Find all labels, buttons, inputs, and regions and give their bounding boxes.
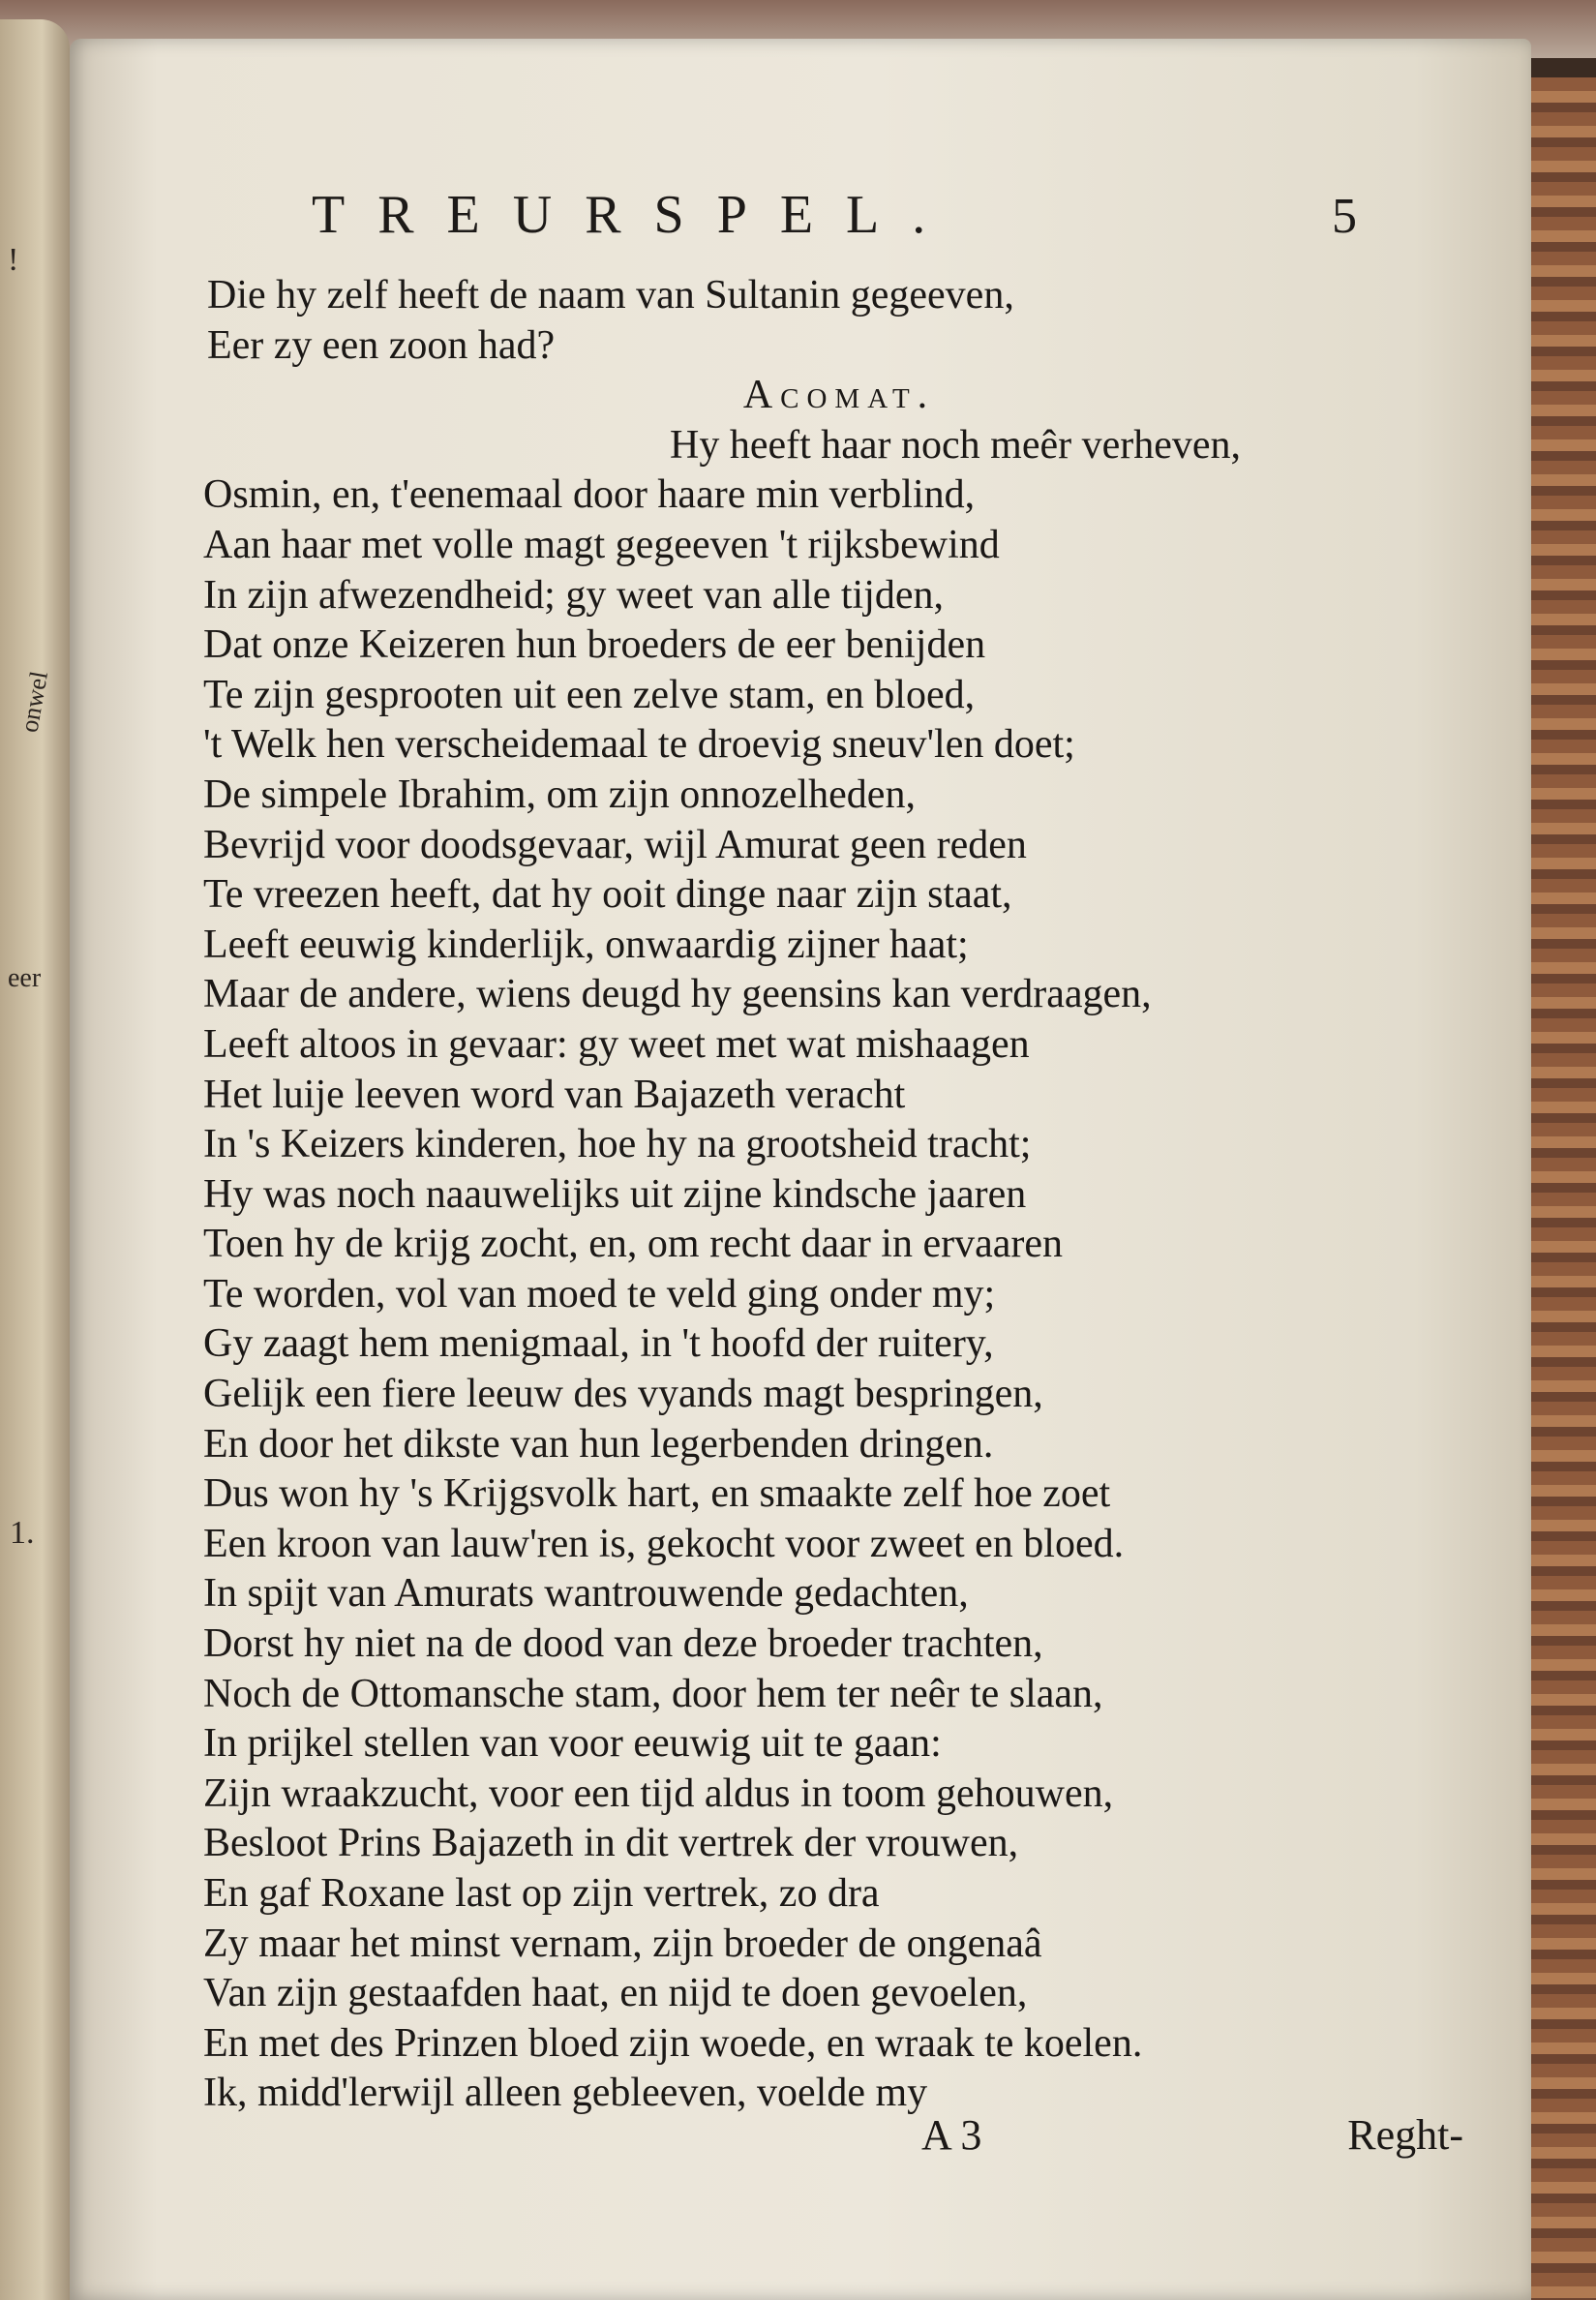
verse-line: Hy heeft haar noch meêr verheven, (670, 422, 1242, 468)
verse-line: De simpele Ibrahim, om zijn onnozelheden, (203, 772, 916, 817)
verse-line: In zijn afwezendheid; gy weet van alle tijden, (203, 572, 945, 618)
verse-line: Van zijn gestaafden haat, en nijd te doen gevoelen, (203, 1971, 1028, 2016)
verse-line: In 's Keizers kinderen, hoe hy na grootsheid tracht; (203, 1122, 1032, 1167)
verse-line: 't Welk hen verscheidemaal te droevig sneuv'len doet; (203, 722, 1075, 768)
verse-line: Het luije leeven word van Bajazeth veracht (203, 1072, 906, 1117)
signature-mark: A 3 (921, 2111, 982, 2159)
verse-line: Ik, midd'lerwijl alleen gebleeven, voelde my (203, 2071, 928, 2116)
verse-line: Leeft eeuwig kinderlijk, onwaardig zijner haat; (203, 922, 969, 967)
verse-line: Dus won hy 's Krijgsvolk hart, en smaakte zelf hoe zoet (203, 1471, 1111, 1517)
page-number: 5 (1332, 189, 1357, 244)
verse-line: Besloot Prins Bajazeth in dit vertrek der vrouwen, (203, 1821, 1019, 1866)
verse-line: Te zijn gesprooten uit een zelve stam, en bloed, (203, 672, 976, 717)
verse-line: Gy zaagt hem menigmaal, in 't hoofd der ruitery, (203, 1321, 994, 1367)
verse-line: Eer zy een zoon had? (207, 322, 556, 368)
facing-page-fragment: ! (8, 242, 19, 278)
verse-line: Dat onze Keizeren hun broeders de eer benijden (203, 622, 986, 668)
facing-page-fragment: eer (8, 963, 42, 993)
page-footer (921, 2110, 1463, 2160)
verse-line: Gelijk een fiere leeuw des vyands magt bespringen, (203, 1372, 1043, 1417)
facing-page-edge (0, 19, 70, 2300)
verse-line: Hy was noch naauwelijks uit zijne kindsche jaaren (203, 1171, 1027, 1217)
verse-line: Bevrijd voor doodsgevaar, wijl Amurat geen reden (203, 822, 1027, 867)
verse-text (137, 271, 1425, 2119)
facing-page-fragment: 1. (10, 1515, 35, 1551)
verse-line: In spijt van Amurats wantrouwende gedachten, (203, 1571, 969, 1617)
verse-line: En gaf Roxane last op zijn vertrek, zo dra (203, 1871, 880, 1916)
verse-line: Die hy zelf heeft de naam van Sultanin gegeeven, (207, 273, 1014, 318)
verse-line: Noch de Ottomansche stam, door hem ter neêr te slaan, (203, 1671, 1103, 1716)
verse-line: Dorst hy niet na de dood van deze broeder trachten, (203, 1621, 1043, 1667)
running-head (312, 184, 1357, 246)
verse-line: En met des Prinzen bloed zijn woede, en wraak te koelen. (203, 2020, 1143, 2066)
verse-line: In prijkel stellen van voor eeuwig uit te gaan: (203, 1721, 942, 1767)
book-page (70, 39, 1531, 2300)
verse-line: Toen hy de krijg zocht, en, om recht daar in ervaaren (203, 1222, 1064, 1267)
verse-line: Osmin, en, t'eenemaal door haare min verblind, (203, 472, 976, 518)
verse-line: Zy maar het minst vernam, zijn broeder de ongenaâ (203, 1921, 1042, 1966)
verse-line: Zijn wraakzucht, voor een tijd aldus in toom gehouwen, (203, 1770, 1114, 1816)
verse-line: Maar de andere, wiens deugd hy geensins kan verdraagen, (203, 972, 1152, 1017)
speaker-name: Acomat. (742, 373, 936, 418)
verse-line: Leeft altoos in gevaar: gy weet met wat mishaagen (203, 1021, 1030, 1067)
verse-line: Aan haar met volle magt gegeeven 't rijksbewind (203, 522, 1000, 567)
verse-line: Te worden, vol van moed te veld ging onder my; (203, 1271, 996, 1316)
catchword: Reght- (1347, 2111, 1463, 2159)
verse-line: En door het dikste van hun legerbenden dringen. (203, 1421, 994, 1467)
facing-page-fragment: onwel (15, 669, 54, 735)
running-title: TREURSPEL. (312, 185, 959, 245)
verse-line: Te vreezen heeft, dat hy ooit dinge naar zijn staat, (203, 872, 1012, 918)
verse-line: Een kroon van lauw'ren is, gekocht voor zweet en bloed. (203, 1521, 1125, 1566)
